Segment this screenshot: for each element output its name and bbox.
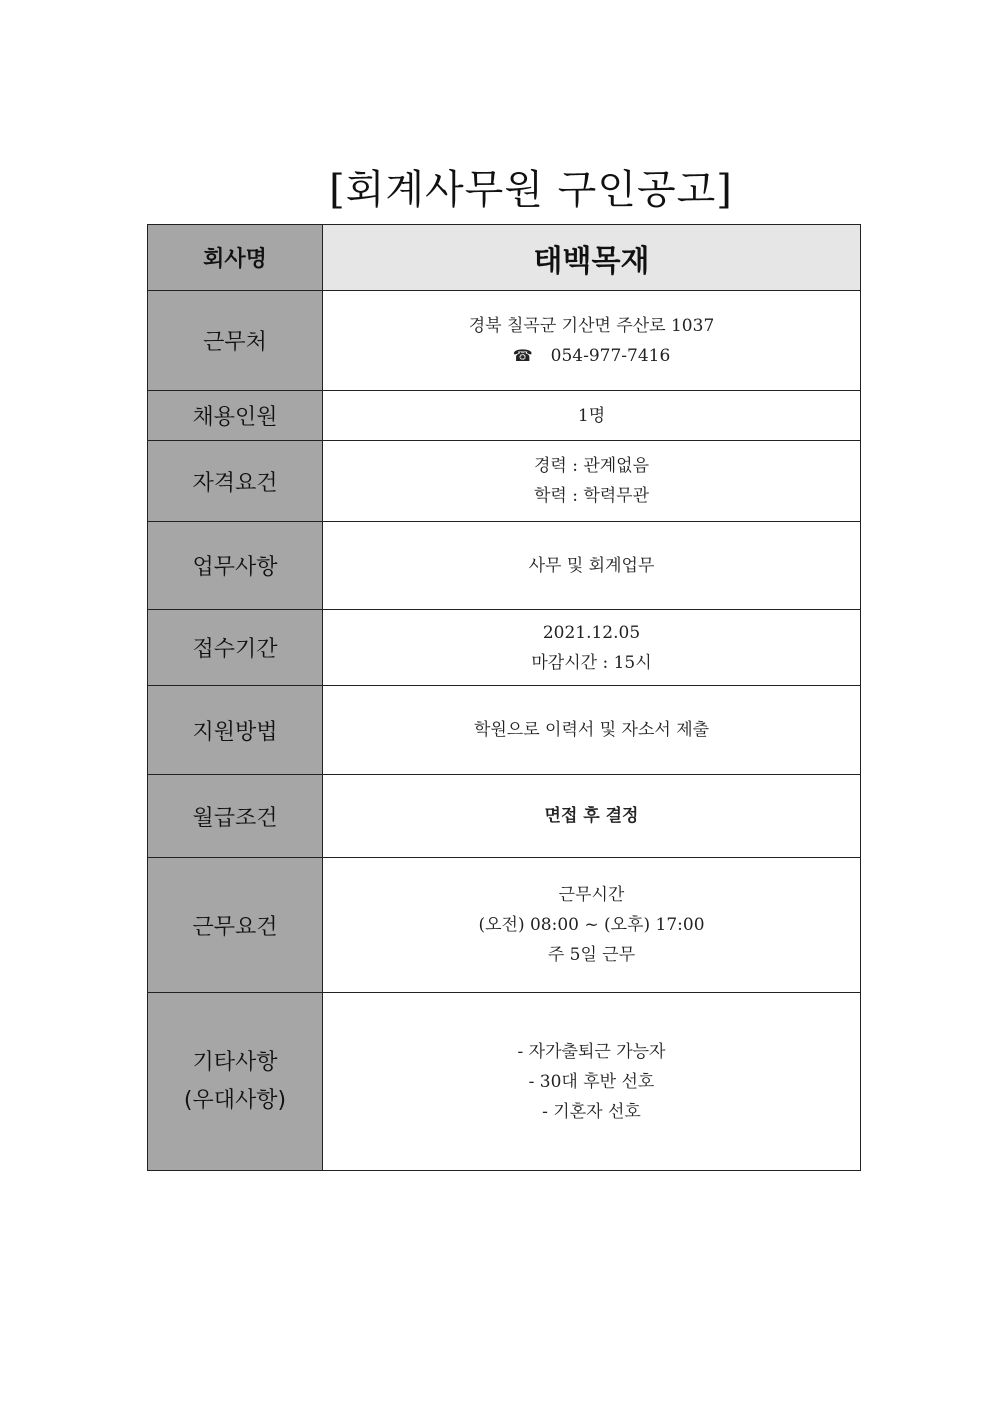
telephone-icon: ☎: [512, 345, 533, 365]
other-label-line-1: 기타사항: [192, 1049, 278, 1075]
duties-label: 업무사항: [148, 522, 323, 610]
company-row: [148, 225, 861, 291]
salary-row: [148, 775, 861, 858]
application-method-label: 지원방법: [148, 686, 323, 775]
other-row: [148, 993, 861, 1171]
application-period-label: 접수기간: [148, 610, 323, 686]
duties-value: 사무 및 회계업무: [323, 522, 861, 610]
preference-married: - 기혼자 선호: [542, 1101, 641, 1122]
headcount-label: 채용인원: [148, 391, 323, 441]
preference-age: - 30대 후반 선호: [528, 1071, 655, 1092]
qualification-experience: 경력 : 관계없음: [533, 456, 650, 476]
headcount-row: [148, 391, 861, 441]
preference-commute: - 자가출퇴근 가능자: [517, 1041, 666, 1062]
workplace-phone: 054-977-7416: [550, 345, 671, 366]
workplace-phone-line: [323, 341, 860, 371]
work-conditions-row: [148, 858, 861, 993]
application-method-value: 학원으로 이력서 및 자소서 제출: [323, 686, 861, 775]
qualifications-label: 자격요건: [148, 441, 323, 522]
duties-row: [148, 522, 861, 610]
work-hours-heading: 근무시간: [558, 885, 625, 905]
workplace-row: [148, 291, 861, 391]
qualifications-row: [148, 441, 861, 522]
salary-value: 면접 후 결정: [323, 775, 861, 858]
work-conditions-label: 근무요건: [148, 858, 323, 993]
qualifications-value: [323, 441, 861, 522]
application-period-value: [323, 610, 861, 686]
other-value: [323, 993, 861, 1171]
work-hours: (오전) 08:00 ~ (오후) 17:00: [478, 915, 705, 935]
work-days: 주 5일 근무: [547, 945, 636, 965]
workplace-value: [323, 291, 861, 391]
application-period-row: [148, 610, 861, 686]
qualification-education: 학력 : 학력무관: [533, 486, 650, 506]
work-conditions-value: [323, 858, 861, 993]
workplace-label: 근무처: [148, 291, 323, 391]
workplace-address: 경북 칠곡군 기산면 주산로 1037: [468, 315, 715, 336]
company-name: 태백목재: [323, 225, 861, 291]
other-label: [148, 993, 323, 1171]
headcount-value: 1명: [323, 391, 861, 441]
page-title: [회계사무원 구인공고]: [329, 167, 733, 213]
job-posting-table: [147, 224, 861, 1171]
application-method-row: [148, 686, 861, 775]
company-label: 회사명: [148, 225, 323, 291]
salary-label: 월급조건: [148, 775, 323, 858]
application-deadline-time: 마감시간 : 15시: [531, 652, 652, 673]
application-date: 2021.12.05: [542, 622, 641, 643]
other-label-line-2: (우대사항): [183, 1087, 287, 1113]
